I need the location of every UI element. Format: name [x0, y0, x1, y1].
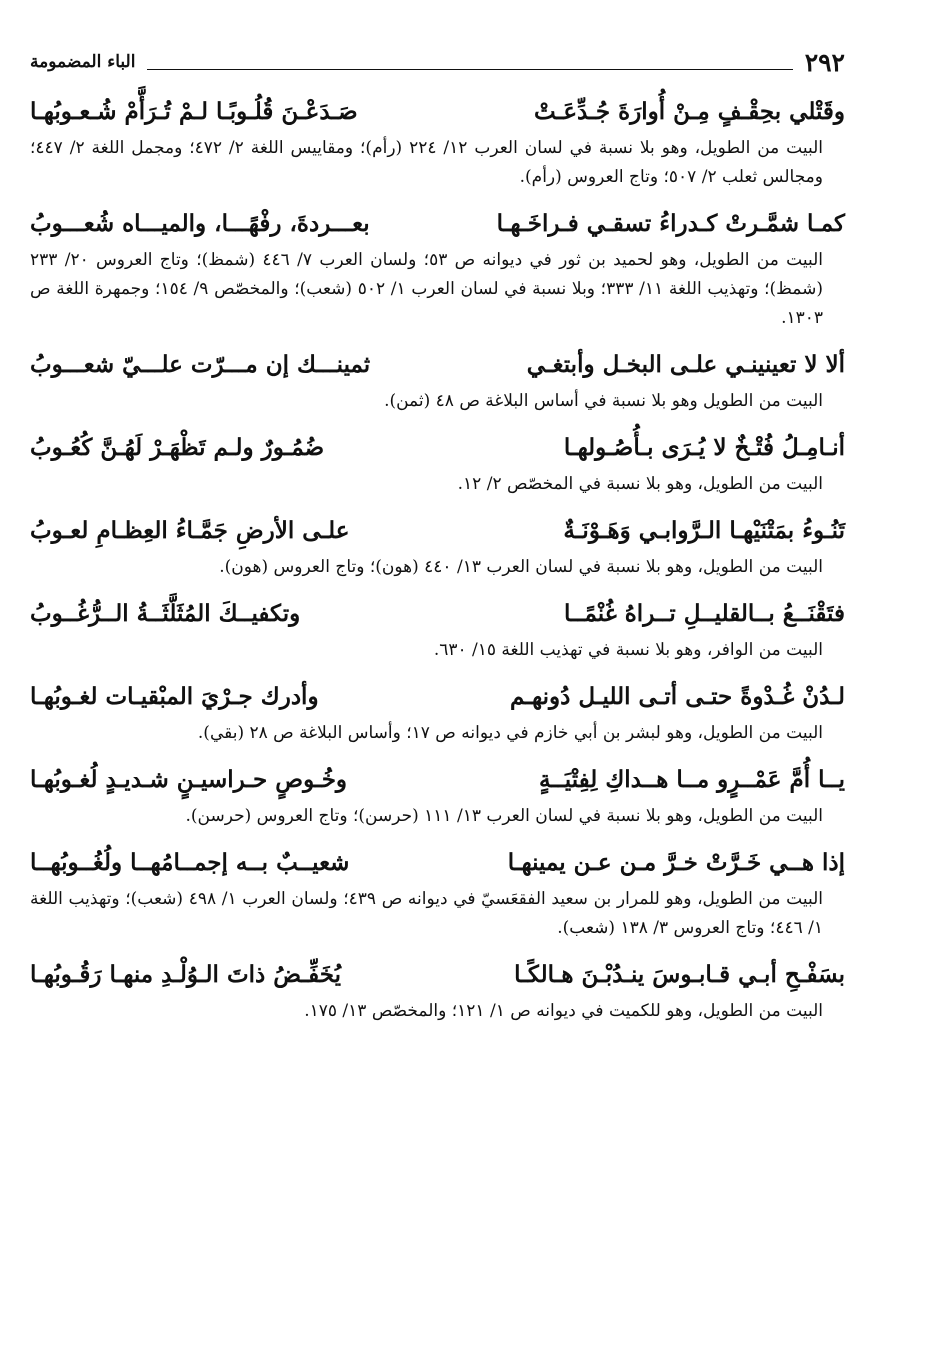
verse-line — [30, 843, 845, 883]
first-hemistich: ألا لا تعينينـي علـى البخـل وأبتغـي — [526, 351, 845, 378]
entries-list — [30, 92, 845, 1038]
second-hemistich: ضُمُـورٌ ولـم تَظْهَـرْ لَهُـنَّ كُعُـوبُ — [30, 434, 325, 461]
first-hemistich: وقَتْلي بحِقْـفٍ مِـنْ أُوارَةَ جُـدِّعَـتْ — [534, 98, 845, 125]
verse-line — [30, 955, 845, 995]
verse-note: البيت من الوافر، وهو بلا نسبة في تهذيب اللغة ١٥/ ٦٣٠. — [433, 640, 823, 660]
verse-line — [30, 677, 845, 717]
verse-line — [30, 511, 845, 551]
verse-line — [30, 92, 845, 132]
verse-note: البيت من الطويل، وهو للمرار بن سعيد الفقعَسيّ في ديوانه ص ٤٣٩؛ ولسان العرب ١/ ٤٩٨ (شعب)؛ وتهذيب اللغة ١/ ٤٤٦؛ وتاج العروس ٣/ ١٣٨ (شعب). — [30, 889, 823, 938]
verse-note: البيت من الطويل، وهو لحميد بن ثور في ديوانه ص ٥٣؛ ولسان العرب ٧/ ٤٤٦ (شمظ)؛ وتاج العروس ٢٠/ ٢٣٣ (شمظ)؛ وتهذيب اللغة ١١/ ٣٣٣؛ وبلا نسبة في لسان العرب ١/ ٥٠٢ (شعب)؛ والمخصّص ٩/ ١٥٤؛ وجمهرة اللغة ص ١٣٠٣. — [30, 250, 824, 328]
verse-entry — [30, 843, 845, 943]
verse-note: البيت من الطويل، وهو بلا نسبة في لسان العرب ١٣/ ٤٤٠ (هون)؛ وتاج العروس (هون). — [219, 557, 823, 577]
verse-line — [30, 345, 845, 385]
second-hemistich: يُخَفِّـضُ ذاتَ الـوُلْـدِ منهـا رَقُـوبُهـا — [30, 961, 342, 988]
verse-line — [30, 204, 845, 244]
first-hemistich: كمـا شمَّـرتْ كـدراءُ تسقـي فـراخَـهـا — [496, 210, 845, 237]
second-hemistich: وخُـوصٍ حـراسيـنٍ شـديـدٍ لُغـوبُهـا — [30, 766, 348, 793]
first-hemistich: يــا أُمَّ عَمْــرٍو مــا هــداكِ لِفِتْيَــةٍ — [538, 766, 845, 793]
verse-note: البيت من الطويل، وهو بلا نسبة في لسان العرب ١٣/ ١١١ (حرسن)؛ وتاج العروس (حرسن). — [185, 806, 823, 826]
first-hemistich: بسَفْـحِ أبـي قـابـوسَ ينـدُبْـنَ هـالكًـا — [514, 961, 845, 988]
first-hemistich: لـدُنْ غُـدْوةً حتـى أتـى الليـل دُونهـم — [509, 683, 845, 710]
first-hemistich: فتَقْنَــعُ بــالقليــلِ تــراهُ غُنْمًــا — [564, 600, 845, 627]
second-hemistich: بعـــردةَ، رفْهًـــا، والميـــاه شُعـــوبُ — [30, 210, 370, 237]
second-hemistich: علـى الأرضِ جَمَّـاءُ العِظـامِ لعـوبُ — [30, 517, 350, 544]
second-hemistich: وتكفيــكَ المُثَلَّثَــةُ الــرُّغُــوبُ — [30, 600, 301, 627]
header-rule — [147, 55, 792, 70]
book-page — [30, 0, 845, 1361]
second-hemistich: شعيــبٌ بــه إجمــامُهــا ولُغُــوبُهــا — [30, 849, 350, 876]
page-number: ٢٩٢ — [804, 47, 845, 77]
verse-line — [30, 594, 845, 634]
verse-note: البيت من الطويل، وهو بلا نسبة في لسان العرب ١٢/ ٢٢٤ (رأم)؛ ومقاييس اللغة ٢/ ٤٧٢؛ ومجمل اللغة ٢/ ٤٤٧؛ ومجالس ثعلب ٢/ ٥٠٧؛ وتاج العروس (رأم). — [30, 138, 824, 187]
verse-entry — [30, 345, 845, 416]
verse-entry — [30, 955, 845, 1026]
verse-line — [30, 760, 845, 800]
running-title: الباء المضمومة — [30, 52, 136, 72]
verse-entry — [30, 760, 845, 831]
verse-entry — [30, 204, 845, 333]
first-hemistich: تَنُـوءُ بمَتْنَيْهـا الـرَّوابـي وَهَـوْنَـةٌ — [563, 517, 845, 544]
verse-entry — [30, 594, 845, 665]
verse-entry — [30, 428, 845, 499]
verse-note: البيت من الطويل وهو بلا نسبة في أساس البلاغة ص ٤٨ (ثمن). — [384, 391, 823, 411]
verse-entry — [30, 92, 845, 192]
second-hemistich: وأدرك جـرْيَ المبْقيـات لغـوبُهـا — [30, 683, 319, 710]
verse-entry — [30, 677, 845, 748]
second-hemistich: ثمينـــك إن مـــرّت علـــيّ شعـــوبُ — [30, 351, 371, 378]
verse-note: البيت من الطويل، وهو للكميت في ديوانه ص ١/ ١٢١؛ والمخصّص ١٣/ ١٧٥. — [304, 1001, 823, 1021]
first-hemistich: إذا هــي خَـرَّتْ خـرَّ مـن عـن يمينهـا — [507, 849, 845, 876]
page-header — [30, 46, 845, 78]
verse-entry — [30, 511, 845, 582]
verse-note: البيت من الطويل، وهو لبشر بن أبي خازم في ديوانه ص ١٧؛ وأساس البلاغة ص ٢٨ (بقي). — [197, 723, 823, 743]
first-hemistich: أنـامِـلُ فُتْـخٌ لا يُـرَى بـأُصُـولهـا — [563, 434, 845, 461]
verse-note: البيت من الطويل، وهو بلا نسبة في المخصّص ٢/ ١٢. — [457, 474, 823, 494]
verse-line — [30, 428, 845, 468]
second-hemistich: صَـدَعْـنَ قُلُـوبًـا لـمْ تُـرَأَّمْ شُـعـوبُهـا — [30, 98, 358, 125]
